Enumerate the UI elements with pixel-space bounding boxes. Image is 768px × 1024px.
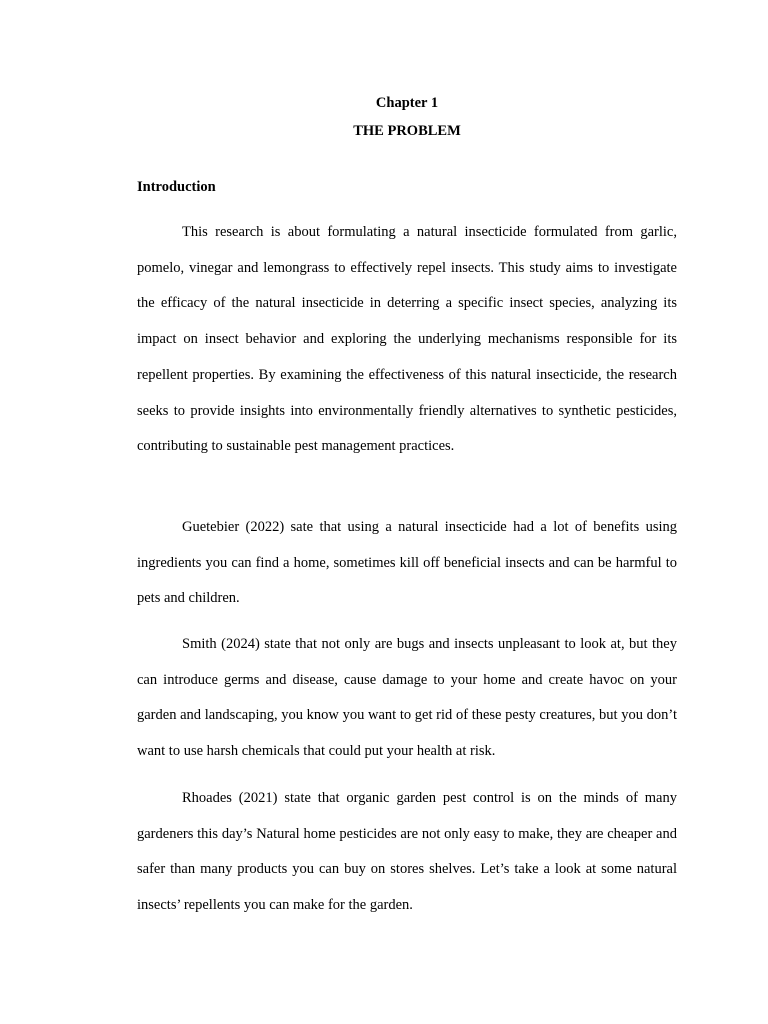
chapter-title: THE PROBLEM [353, 123, 461, 139]
section-heading: Introduction [137, 179, 216, 195]
paragraph-rhoades: Rhoades (2021) state that organic garden pest control is on the minds of many gardeners this day’s Natural home pesticides are not only easy to make, they are cheaper and safer than many products you can buy on stores shelves. Let’s take a look at some natural insects’ repellents you can make for the garden. [137, 790, 677, 914]
chapter-label: Chapter 1 [375, 95, 439, 111]
paragraph-intro: This research is about formulating a natural insecticide formulated from garlic, pomelo, vinegar and lemongrass to effectively repel insects. This study aims to investigate the efficacy of the natural insecticide in deterring a specific insect species, analyzing its impact on insect behavior and exploring the underlying mechanisms responsible for its repellent properties. By examining the effectiveness of this natural insecticide, the research seeks to provide insights into environmentally friendly alternatives to synthetic pesticides, contributing to sustainable pest management practices. [137, 224, 677, 455]
paragraph-smith: Smith (2024) state that not only are bugs and insects unpleasant to look at, but they can introduce germs and disease, cause damage to your home and create havoc on your garden and landscaping, you know you want to get rid of these pesty creatures, but you don’t want to use harsh chemicals that could put your health at risk. [137, 636, 677, 760]
paragraph-guetebier: Guetebier (2022) sate that using a natural insecticide had a lot of benefits using ingredients you can find a home, sometimes kill off beneficial insects and can be harmful to pets and children. [137, 519, 677, 607]
